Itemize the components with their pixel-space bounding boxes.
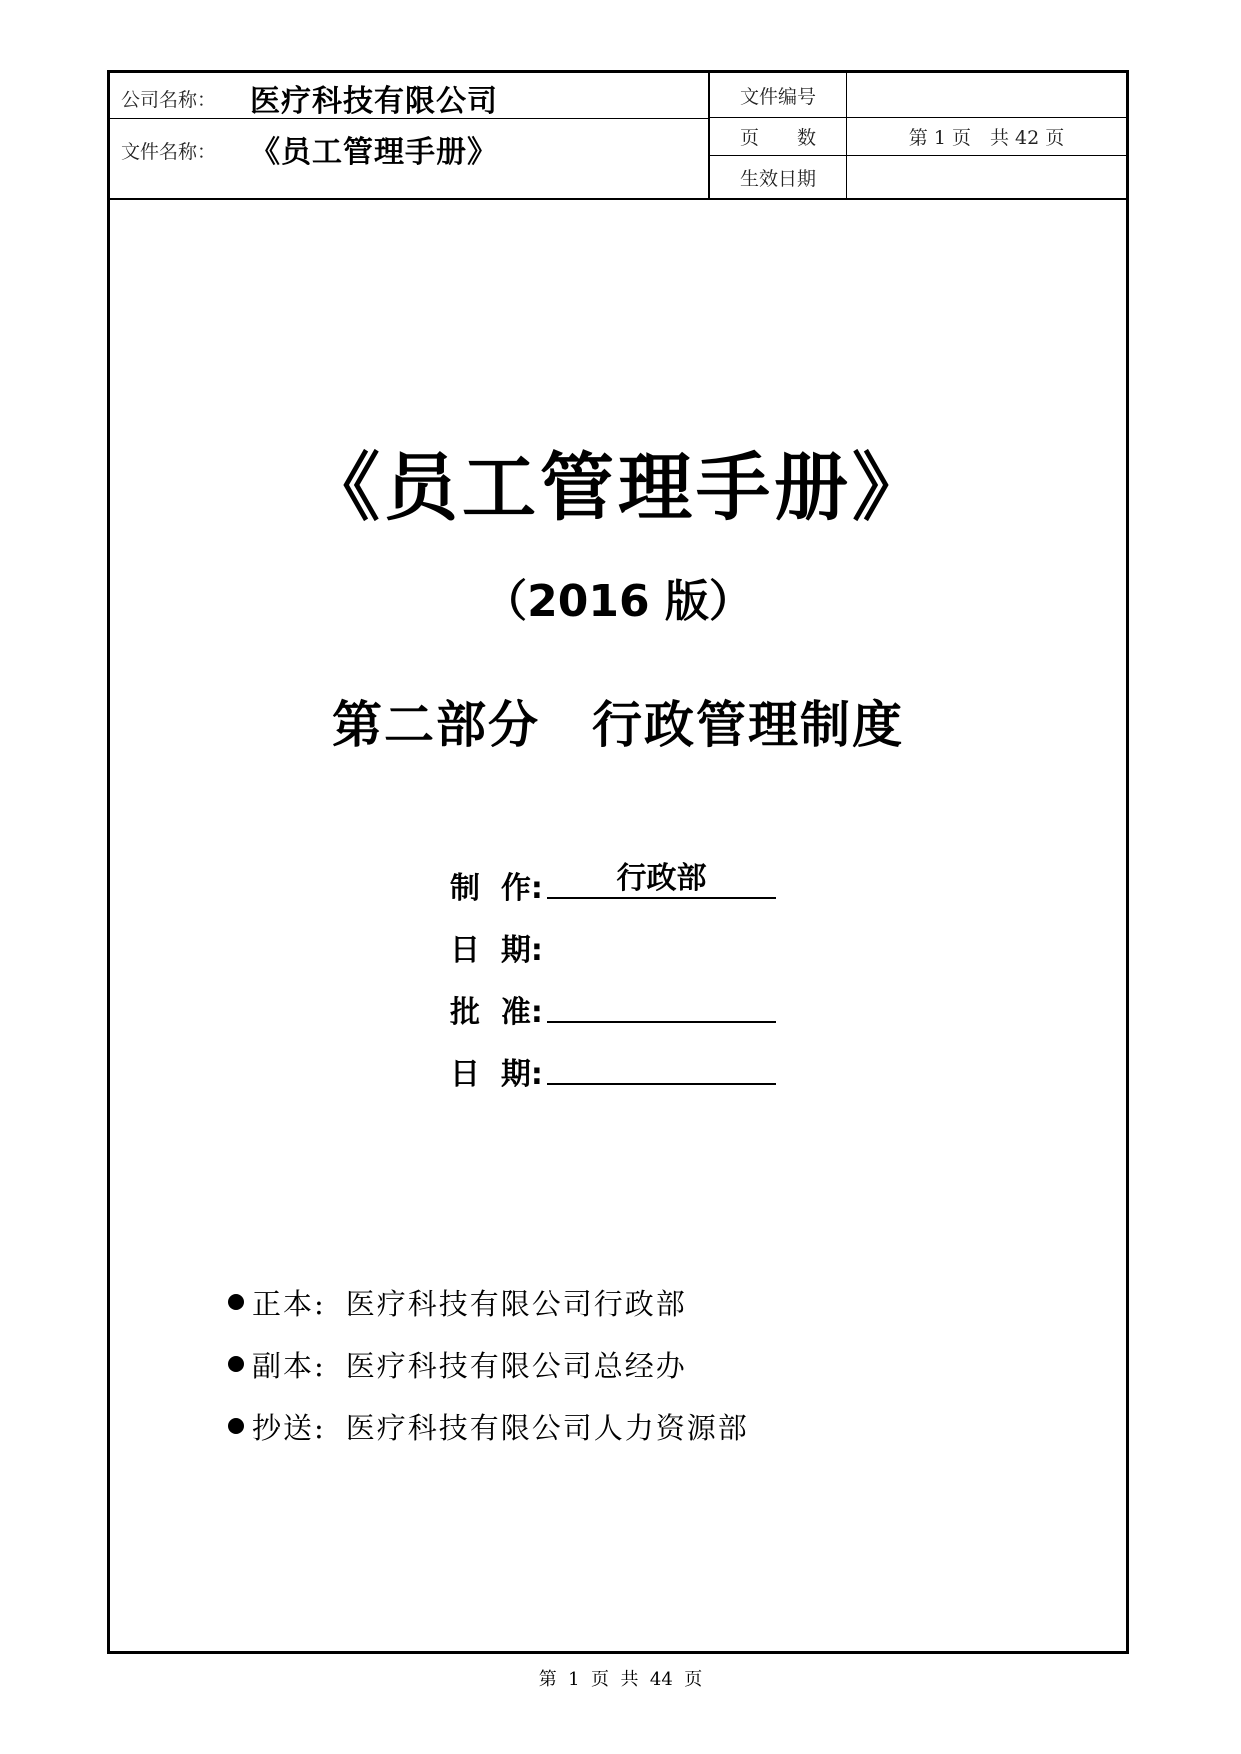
distribution-original <box>228 1282 687 1322</box>
signature-label: 制 作: <box>450 871 543 906</box>
company-label: 公司名称： <box>121 89 217 111</box>
document-number-value <box>847 73 1126 117</box>
distribution-label: 副本: <box>252 1348 326 1383</box>
distribution-value: 医疗科技有限公司人力资源部 <box>345 1410 749 1445</box>
document-name-label: 文件名称： <box>121 141 217 163</box>
edition-label: （2016 版） <box>483 576 753 627</box>
page-count-label: 页 数 <box>710 118 847 155</box>
page-footer: 第 1 页 共 44 页 <box>538 1669 703 1690</box>
document-name-row <box>110 118 708 198</box>
document-number-row <box>710 73 1126 118</box>
page-count-value: 第 1 页 共 42 页 <box>908 127 1065 149</box>
company-row <box>110 73 708 119</box>
distribution-label: 正本: <box>252 1286 326 1321</box>
distribution-copy <box>228 1344 687 1384</box>
document-number-label: 文件编号 <box>710 73 847 117</box>
page-count-row <box>710 118 1126 156</box>
signature-label: 日 期: <box>450 1057 543 1092</box>
part-title: 第二部分 行政管理制度 <box>332 696 904 754</box>
effective-date-label: 生效日期 <box>710 156 847 198</box>
distribution-cc <box>228 1406 749 1446</box>
header-right <box>710 73 1126 198</box>
signature-label: 批 准: <box>450 995 543 1030</box>
company-name: 医疗科技有限公司 <box>250 84 498 119</box>
signature-field-approver <box>547 987 776 1023</box>
document-name: 《员工管理手册》 <box>250 135 498 170</box>
signature-row-date <box>450 925 750 968</box>
bullet-icon <box>228 1294 244 1310</box>
signature-field-producer: 行政部 <box>547 863 776 899</box>
signature-field-date <box>547 925 776 961</box>
bullet-icon <box>228 1418 244 1434</box>
document-frame <box>107 70 1129 1654</box>
signature-row-producer <box>450 861 750 906</box>
signature-label: 日 期: <box>450 933 543 968</box>
header-left <box>110 73 710 198</box>
document-title: 《员工管理手册》 <box>306 445 930 531</box>
effective-date-row <box>710 156 1126 198</box>
distribution-value: 医疗科技有限公司总经办 <box>345 1348 687 1383</box>
distribution-label: 抄送: <box>252 1410 326 1445</box>
signature-row-approver <box>450 987 750 1030</box>
signature-field-approval-date <box>547 1049 776 1085</box>
signature-row-approval-date <box>450 1049 750 1092</box>
distribution-value: 医疗科技有限公司行政部 <box>345 1286 687 1321</box>
header-table <box>110 73 1126 200</box>
effective-date-value <box>847 156 1126 198</box>
bullet-icon <box>228 1356 244 1372</box>
